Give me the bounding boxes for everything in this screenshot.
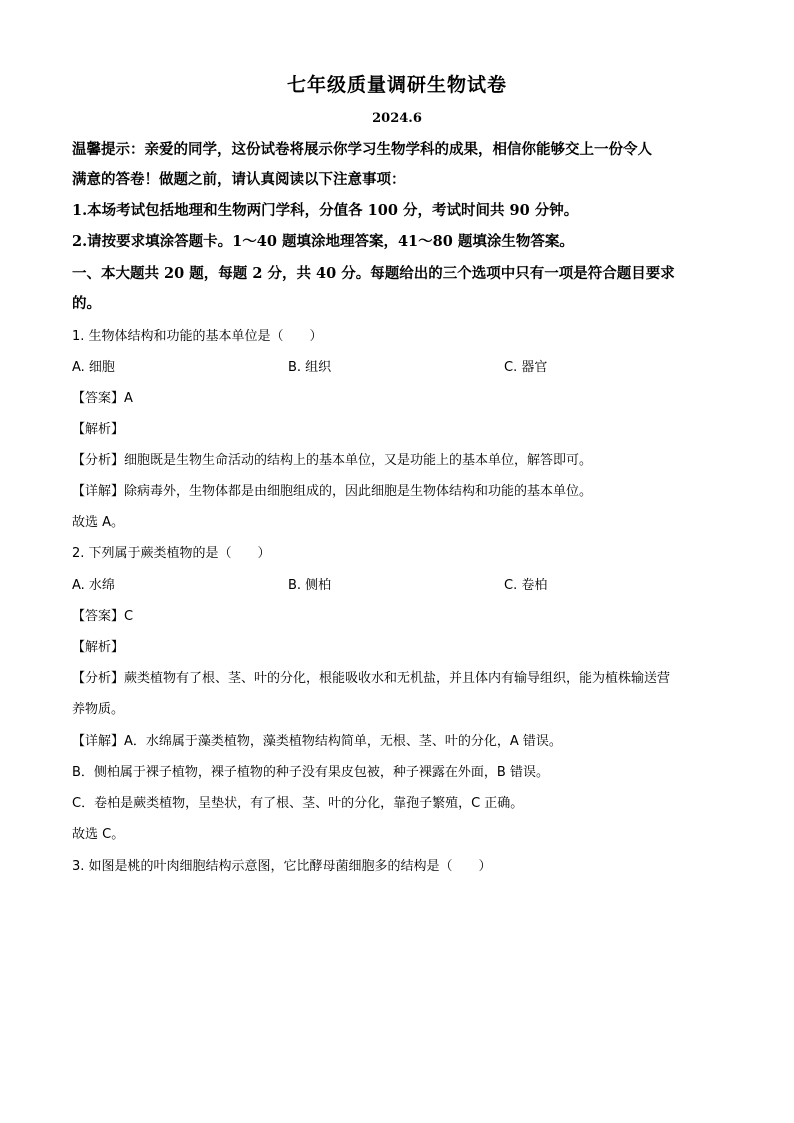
q2-stem: 2. 下列属于蕨类植物的是（ ）	[72, 546, 271, 561]
notice-line-1: 温馨提示：亲爱的同学，这份试卷将展示你学习生物学科的成果，相信你能够交上一份令人	[72, 141, 652, 158]
section-heading-line-1: 一、本大题共 20 题，每题 2 分，共 40 分。每题给出的三个选项中只有一项是符合题目要求	[72, 265, 675, 282]
q1-fenxi: 【分析】细胞既是生物生命活动的结构上的基本单位，又是功能上的基本单位，解答即可。	[72, 453, 593, 468]
exam-date: 2024.6	[372, 111, 422, 126]
notice-line-2: 满意的答卷！做题之前，请认真阅读以下注意事项：	[72, 171, 406, 188]
q3-stem: 3. 如图是桃的叶肉细胞结构示意图，它比酵母菌细胞多的结构是（ ）	[72, 859, 492, 874]
q2-fenxi-line-2: 养物质。	[72, 702, 125, 717]
notice-rule-2: 2.请按要求填涂答题卡。1～40 题填涂地理答案，41～80 题填涂生物答案。	[72, 233, 574, 250]
q1-xiangjie: 【详解】除病毒外，生物体都是由细胞组成的，因此细胞是生物体结构和功能的基本单位。	[72, 484, 593, 499]
notice-rule-1: 1.本场考试包括地理和生物两门学科，分值各 100 分，考试时间共 90 分钟。	[72, 202, 579, 219]
q2-xiangjie: 【详解】A．水绵属于藻类植物，藻类植物结构简单，无根、茎、叶的分化，A 错误。	[72, 734, 562, 749]
q1-stem: 1. 生物体结构和功能的基本单位是（ ）	[72, 329, 323, 344]
q2-option-a: A. 水绵	[72, 578, 115, 593]
q1-analysis-label: 【解析】	[72, 422, 125, 437]
page-title: 七年级质量调研生物试卷	[286, 74, 507, 96]
q2-line-b: B．侧柏属于裸子植物，裸子植物的种子没有果皮包被，种子裸露在外面，B 错误。	[72, 765, 549, 780]
q1-options	[72, 359, 732, 377]
q2-option-b: B. 侧柏	[288, 578, 332, 593]
q1-conclusion: 故选 A。	[72, 515, 125, 530]
q1-answer: 【答案】A	[72, 391, 133, 406]
q2-analysis-label: 【解析】	[72, 640, 125, 655]
section-heading-line-2: 的。	[72, 295, 101, 312]
q1-option-a: A. 细胞	[72, 360, 115, 375]
q2-answer: 【答案】C	[72, 609, 134, 624]
q1-option-b: B. 组织	[288, 360, 332, 375]
q2-options	[72, 577, 732, 595]
q2-fenxi-line-1: 【分析】蕨类植物有了根、茎、叶的分化，根能吸收水和无机盐，并且体内有输导组织，能为植株输送营	[72, 671, 671, 686]
q2-line-c: C．卷柏是蕨类植物，呈垫状，有了根、茎、叶的分化，靠孢子繁殖，C 正确。	[72, 796, 524, 811]
q2-option-c: C. 卷柏	[504, 578, 548, 593]
q1-option-c: C. 器官	[504, 360, 548, 375]
q2-conclusion: 故选 C。	[72, 827, 125, 842]
